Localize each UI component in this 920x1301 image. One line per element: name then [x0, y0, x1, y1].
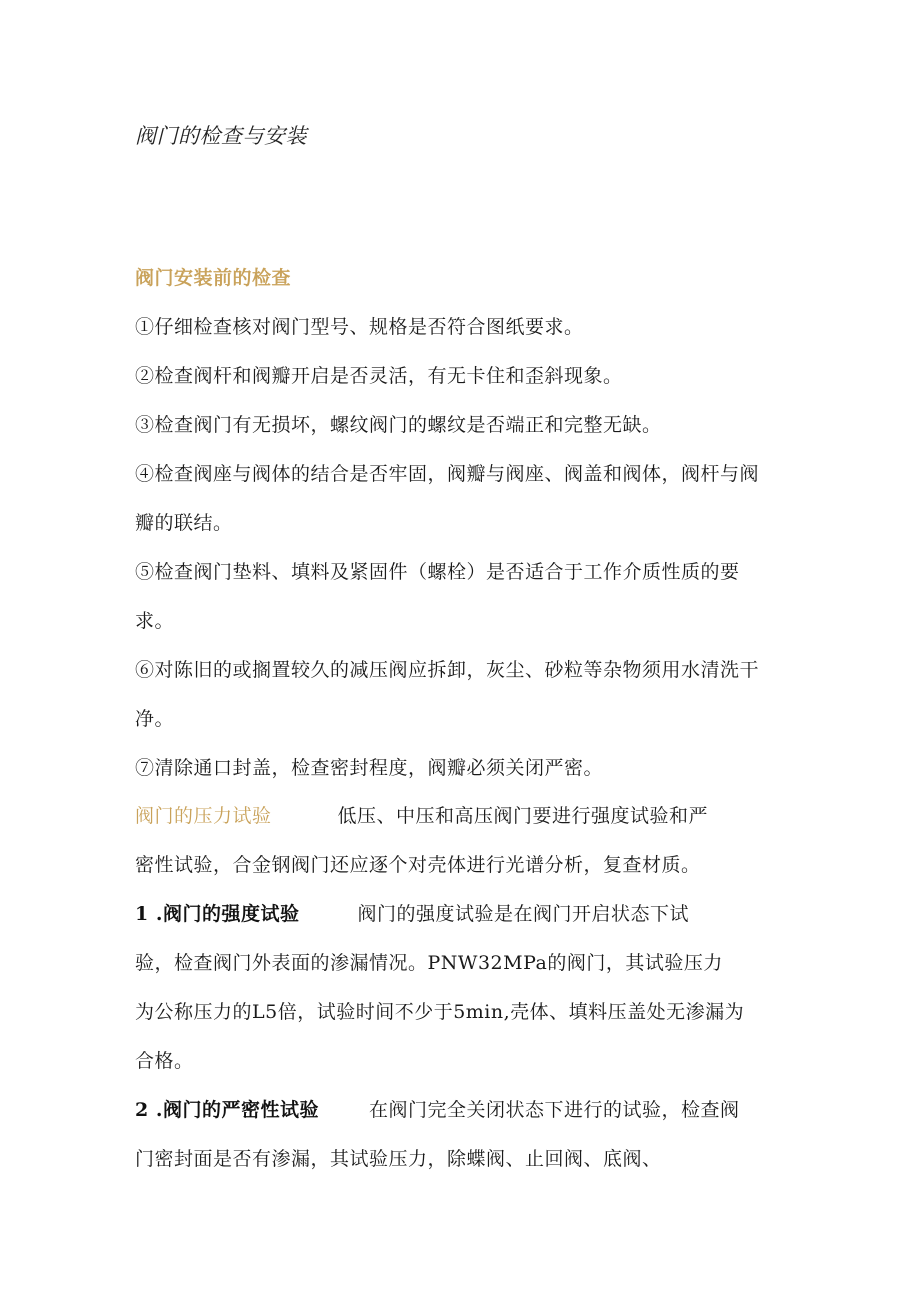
check-item-6-line1: ⑥对陈旧的或搁置较久的减压阀应拆卸，灰尘、砂粒等杂物须用水清洗干	[135, 659, 760, 681]
check-item-6-line2: 净。	[135, 708, 175, 730]
tightness-test-heading: 2 .阀门的严密性试验	[135, 1099, 319, 1121]
strength-test-text: 阀门的强度试验是在阀门开启状态下试	[357, 903, 689, 925]
document-title: 阀门的检查与安装	[135, 124, 307, 148]
tightness-test-paragraph-line1	[135, 1098, 739, 1122]
strength-test-heading: 1 .阀门的强度试验	[135, 903, 300, 925]
check-item-5-line1: ⑤检查阀门垫料、填料及紧固件（螺栓）是否适合于工作介质性质的要	[135, 561, 740, 583]
pressure-test-heading: 阀门的压力试验	[135, 805, 272, 827]
tightness-test-text: 在阀门完全关闭状态下进行的试验，检查阀	[368, 1099, 740, 1121]
check-item-4-line1: ④检查阀座与阀体的结合是否牢固，阀瓣与阀座、阀盖和阀体，阀杆与阀	[135, 463, 760, 485]
tightness-test-paragraph-line2: 门密封面是否有渗漏，其试验压力，除蝶阀、止回阀、底阀、	[135, 1148, 662, 1170]
check-item-5-line2: 求。	[135, 610, 175, 632]
pressure-test-paragraph-line1	[135, 804, 708, 828]
strength-test-paragraph-line1	[135, 902, 689, 926]
check-item-4-line2: 瓣的联结。	[135, 512, 233, 534]
strength-test-paragraph-line3: 为公称压力的L5倍，试验时间不少于5min,壳体、填料压盖处无渗漏为	[135, 1001, 745, 1023]
pressure-test-paragraph-line2: 密性试验，合金钢阀门还应逐个对壳体进行光谱分析，复查材质。	[135, 854, 701, 876]
strength-test-paragraph-line4: 合格。	[135, 1050, 194, 1072]
strength-test-paragraph-line2: 验，检查阀门外表面的渗漏情况。PNW32MPa的阀门，其试验压力	[135, 952, 723, 974]
pressure-test-text: 低压、中压和高压阀门要进行强度试验和严	[337, 805, 709, 827]
check-item-1: ①仔细检查核对阀门型号、规格是否符合图纸要求。	[135, 316, 584, 338]
check-item-3: ③检查阀门有无损坏，螺纹阀门的螺纹是否端正和完整无缺。	[135, 414, 662, 436]
section-heading-pre-install-check: 阀门安装前的检查	[135, 267, 292, 289]
check-item-2: ②检查阀杆和阀瓣开启是否灵活，有无卡住和歪斜现象。	[135, 365, 623, 387]
check-item-7: ⑦清除通口封盖，检查密封程度，阀瓣必须关闭严密。	[135, 757, 604, 779]
